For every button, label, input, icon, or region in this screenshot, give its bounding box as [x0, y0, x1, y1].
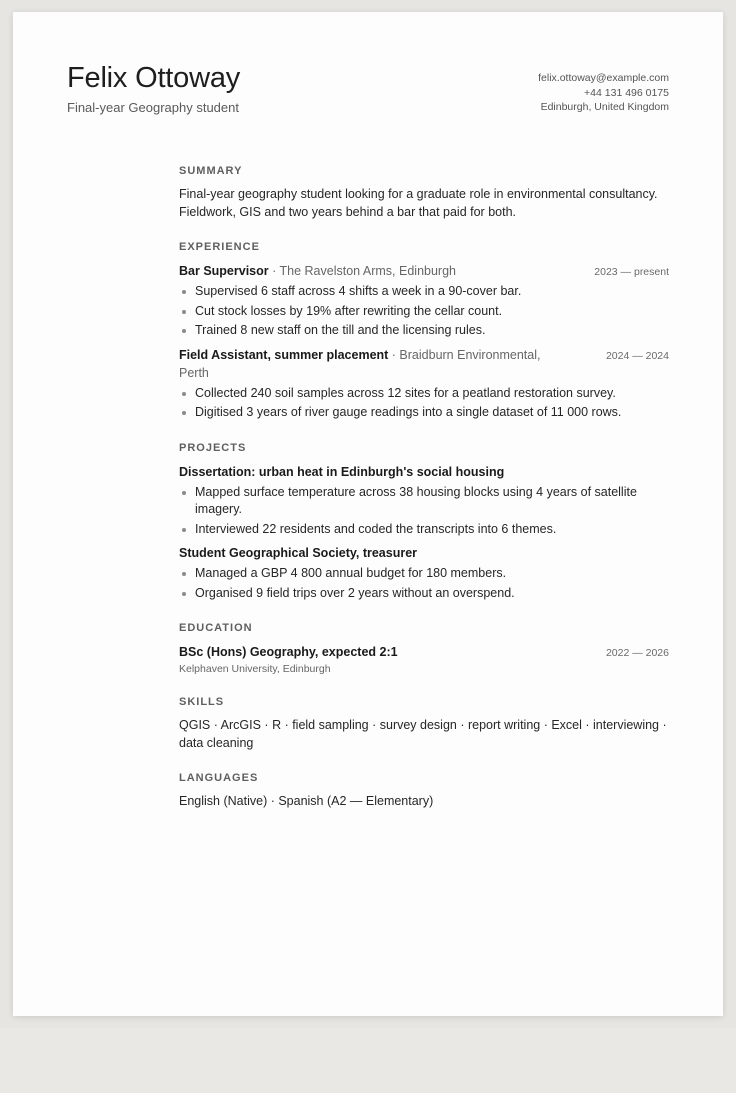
list-item: Digitised 3 years of river gauge readings into a single dataset of 11 000 rows.	[195, 404, 669, 422]
section-title: SKILLS	[179, 696, 225, 708]
job-dates: 2024 — 2024	[605, 349, 669, 362]
candidate-tagline: Final-year Geography student	[67, 100, 239, 115]
list-item: Interviewed 22 residents and coded the transcripts into 6 themes.	[195, 521, 669, 539]
contact-email[interactable]: felix.ottoway@example.com	[538, 72, 669, 84]
projects-section	[179, 441, 669, 603]
list-item: Trained 8 new staff on the till and the licensing rules.	[195, 322, 669, 340]
contact-phone[interactable]: +44 131 496 0175	[584, 86, 669, 99]
entry-header	[179, 346, 669, 382]
job-title: Bar Supervisor	[179, 264, 269, 278]
list-item: Managed a GBP 4 800 annual budget for 180 members.	[195, 565, 669, 583]
entry-header	[179, 262, 669, 280]
education-section	[179, 621, 669, 676]
resume-header	[67, 60, 669, 116]
section-title: LANGUAGES	[179, 772, 259, 784]
skills-text: QGIS · ArcGIS · R · field sampling · survey design · report writing · Excel · interviewing · data cleaning	[179, 718, 667, 750]
list-item: Cut stock losses by 19% after rewriting the cellar count.	[195, 303, 669, 321]
experience-section	[179, 240, 669, 422]
project-entry	[179, 463, 669, 539]
list-item: Organised 9 field trips over 2 years without an overspend.	[195, 585, 669, 603]
project-entry	[179, 544, 669, 602]
contact-block	[538, 71, 669, 115]
education-dates: 2022 — 2026	[605, 647, 669, 659]
skills-section	[179, 695, 669, 752]
list-item: Supervised 6 staff across 4 shifts a week in a 90-cover bar.	[195, 283, 669, 301]
summary-section	[179, 164, 669, 221]
experience-entry	[179, 346, 669, 422]
list-item: Mapped surface temperature across 38 housing blocks using 4 years of satellite imagery.	[195, 484, 669, 519]
job-organisation: · The Ravelston Arms, Edinburgh	[268, 264, 456, 278]
experience-entry	[179, 262, 669, 340]
entry-header	[179, 463, 669, 481]
section-title: EDUCATION	[179, 622, 253, 634]
resume-body	[179, 164, 669, 830]
section-title: PROJECTS	[179, 441, 247, 454]
contact-location: Edinburgh, United Kingdom	[540, 101, 669, 113]
languages-section	[179, 771, 669, 811]
job-organisation: · Braidburn Environmental, Perth	[179, 347, 541, 380]
project-name: Student Geographical Society, treasurer	[179, 546, 418, 560]
viewer-background	[0, 1028, 736, 1093]
candidate-name: Felix Ottoway	[67, 62, 241, 94]
resume-page	[13, 12, 723, 1016]
list-item: Collected 240 soil samples across 12 sites for a peatland restoration survey.	[195, 385, 669, 403]
languages-text: English (Native) · Spanish (A2 — Elementary)	[179, 794, 434, 808]
degree-title: BSc (Hons) Geography, expected 2:1	[179, 645, 398, 659]
bullet-list	[179, 484, 669, 539]
section-title: EXPERIENCE	[179, 241, 260, 253]
school-name: Kelphaven University, Edinburgh	[179, 663, 331, 675]
bullet-list	[179, 565, 669, 602]
job-title: Field Assistant, summer placement	[179, 347, 389, 362]
bullet-list	[179, 385, 669, 422]
job-dates: 2023 — present	[594, 266, 669, 278]
project-name: Dissertation: urban heat in Edinburgh's social housing	[179, 464, 505, 479]
bullet-list	[179, 283, 669, 340]
entry-header	[179, 544, 669, 562]
summary-text: Final-year geography student looking for a graduate role in environmental consultancy. Fieldwork, GIS and two years behind a bar that paid for both.	[179, 187, 658, 219]
section-title: SUMMARY	[179, 165, 243, 177]
entry-header	[179, 643, 669, 661]
